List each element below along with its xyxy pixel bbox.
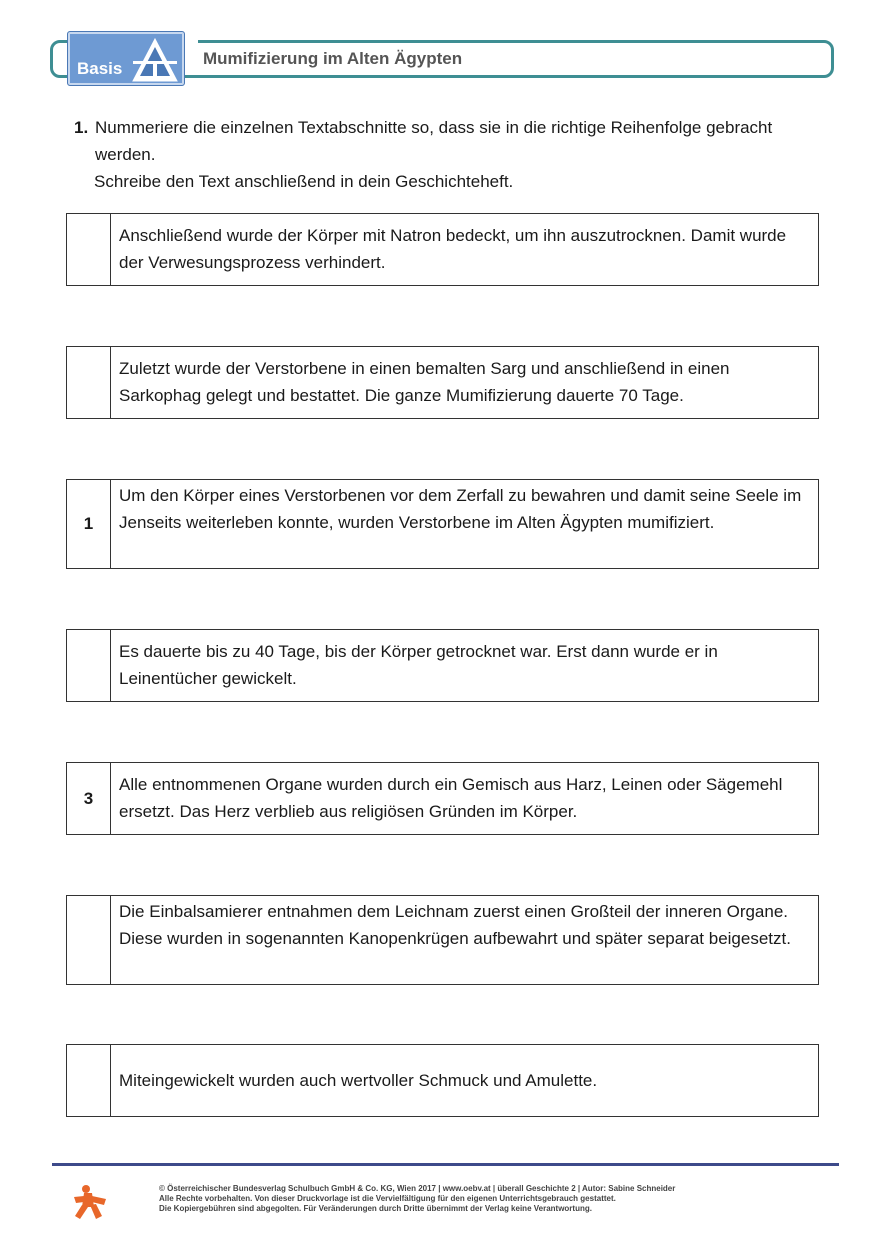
text-row-1: [66, 213, 819, 286]
text-cell: Zuletzt wurde der Verstorbene in einen bemalten Sarg und anschließend in einen Sarkophag gelegt und bestattet. Die ganze Mumifizierung dauerte 70 Tage.: [119, 359, 730, 405]
text-cell: Anschließend wurde der Körper mit Natron bedeckt, um ihn auszutrocknen. Damit wurde der Verwesungsprozess verhindert.: [119, 226, 787, 272]
text-cell: Es dauerte bis zu 40 Tage, bis der Körper getrocknet war. Erst dann wurde er in Leinentücher gewickelt.: [119, 642, 718, 688]
basis-badge: [67, 31, 185, 86]
number-cell[interactable]: [67, 630, 111, 701]
footer-copyright: [159, 1184, 675, 1214]
pyramid-level-icon: [130, 37, 180, 83]
text-row-4: [66, 629, 819, 702]
task-text-line1: Nummeriere die einzelnen Textabschnitte so, dass sie in die richtige Reihenfolge gebracht werden.: [95, 118, 773, 164]
text-row-3: [66, 479, 819, 569]
text-row-2: [66, 346, 819, 419]
number-cell[interactable]: [67, 347, 111, 418]
basis-badge-label: Basis: [77, 59, 123, 78]
number-cell[interactable]: 3: [67, 763, 111, 834]
footer-line2: Alle Rechte vorbehalten. Von dieser Druckvorlage ist die Vervielfältigung für den eigenen Unterrichtsgebrauch gestattet.: [159, 1194, 616, 1203]
text-cell: Um den Körper eines Verstorbenen vor dem Zerfall zu bewahren und damit seine Seele im Jenseits weiterleben konnte, wurden Verstorbene im Alten Ägypten mumifiziert.: [119, 486, 802, 532]
number-cell[interactable]: [67, 1045, 111, 1116]
number-cell[interactable]: [67, 896, 111, 984]
number-cell[interactable]: [67, 214, 111, 285]
text-row-5: [66, 762, 819, 835]
footer-divider: [52, 1163, 839, 1166]
task-number: 1.: [74, 118, 89, 137]
footer-line1: © Österreichischer Bundesverlag Schulbuch GmbH & Co. KG, Wien 2017 | www.oebv.at | überall Geschichte 2 | Autor: Sabine Schneider: [159, 1184, 676, 1193]
text-cell: Miteingewickelt wurden auch wertvoller Schmuck und Amulette.: [119, 1071, 598, 1090]
text-cell: Alle entnommenen Organe wurden durch ein Gemisch aus Harz, Leinen oder Sägemehl ersetzt. Das Herz verblieb aus religiösen Gründen im Körper.: [119, 775, 783, 821]
footer-line3: Die Kopiergebühren sind abgegolten. Für Veränderungen durch Dritte übernimmt der Verlag keine Verantwortung.: [159, 1204, 592, 1213]
text-row-7: [66, 1044, 819, 1117]
text-row-6: [66, 895, 819, 985]
task-text-line2: Schreibe den Text anschließend in dein Geschichteheft.: [94, 172, 514, 191]
task-instruction: [74, 114, 824, 195]
text-cell: Die Einbalsamierer entnahmen dem Leichnam zuerst einen Großteil der inneren Organe. Diese wurden in sogenannten Kanopenkrügen aufbewahrt und später separat beigesetzt.: [119, 902, 791, 948]
page-title: Mumifizierung im Alten Ägypten: [203, 49, 463, 68]
publisher-logo-icon: [70, 1183, 110, 1223]
number-cell[interactable]: 1: [67, 480, 111, 568]
